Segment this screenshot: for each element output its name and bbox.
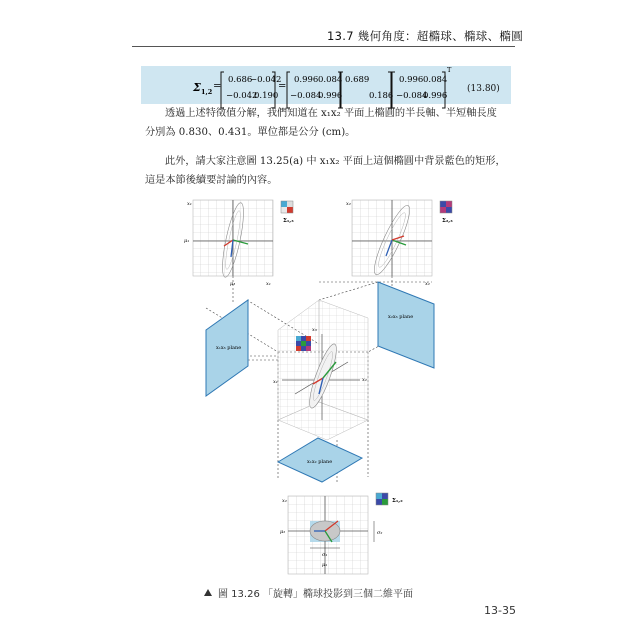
m2-b: 0.084 <box>318 75 343 85</box>
p2-line1: 此外，請大家注意圖 13.25(a) 中 x₁x₂ 平面上這個橢圓中背景藍色的矩形， <box>165 156 506 167</box>
panel-top-right <box>346 200 453 287</box>
figure-caption: 圖 13.26 「旋轉」橢球投影到三個二維平面 <box>218 589 413 600</box>
sigma-23-matrix-icon <box>440 201 452 213</box>
sigma-13-matrix-icon <box>281 201 293 213</box>
bottom-sigma2: σ₂ <box>377 530 383 536</box>
m2-c: −0.084 <box>290 91 322 101</box>
tl-bottom-left: μ₃ <box>230 281 236 287</box>
axis-label-x2: x₂ <box>362 377 367 383</box>
panel-bottom <box>280 493 403 574</box>
tl-side: μ₁ <box>184 238 190 244</box>
m2-a: 0.996 <box>294 75 319 85</box>
eq-lhs: Σ <box>193 81 201 94</box>
p1-line1: 透過上述特徵值分解，我們知道在 x₁x₂ 平面上橢圓的半長軸、半短軸長度 <box>165 108 497 119</box>
center-3d-view <box>273 300 368 440</box>
bottom-side: μ₂ <box>280 529 286 535</box>
running-header: 13.7 幾何角度：超橢球、橢球、橢圓 <box>327 29 523 43</box>
axis-label-x1: x₁ <box>273 379 278 385</box>
tr-axis-side: x₂ <box>425 281 430 287</box>
eq-lhs-sub: 1,2 <box>201 88 213 96</box>
m3-a: 0.996 <box>399 75 424 85</box>
tl-sigma: Σ₁,₃ <box>283 218 294 224</box>
tl-axis-top: x₁ <box>187 201 192 207</box>
tr-axis-top: x₂ <box>346 201 351 207</box>
right-plane-label: x₂x₃ plane <box>388 314 414 320</box>
axis-label-x3: x₃ <box>312 327 317 333</box>
plane-x2x3 <box>378 282 434 368</box>
equation-number: (13.80) <box>467 84 500 94</box>
eq-equals-2: = <box>278 81 287 92</box>
left-plane-label: x₁x₃ plane <box>216 345 242 351</box>
page-number: 13-35 <box>484 604 516 617</box>
p2-line2: 這是本節後續要討論的內容。 <box>145 175 278 186</box>
m1-d: 0.190 <box>254 91 279 101</box>
eq-transpose: T <box>447 66 452 74</box>
m1-a: 0.686 <box>228 75 253 85</box>
bottom-sigma: Σ₁,₂ <box>392 498 403 504</box>
m3-c: −0.084 <box>396 91 428 101</box>
caption-triangle-icon <box>204 589 212 596</box>
sigma-3x3-matrix-icon <box>296 336 311 351</box>
bottom-sigma1: σ₁ <box>322 552 328 558</box>
m1-c: −0.042 <box>226 91 258 101</box>
bottom-plane-label: x₁x₂ plane <box>307 459 333 465</box>
m1-b: −0.042 <box>250 75 282 85</box>
sigma-12-matrix-icon <box>376 493 388 505</box>
m3-b: 0.084 <box>423 75 448 85</box>
p1-line2: 分別為 0.830、0.431。單位都是公分 (cm)。 <box>145 127 356 138</box>
panel-top-left <box>184 200 294 287</box>
tl-bottom-right: x₁ <box>266 281 271 287</box>
bottom-mu1: μ₁ <box>322 562 328 568</box>
bottom-axis-top: x₂ <box>282 498 287 504</box>
eq-equals: = <box>213 81 222 92</box>
d-a: 0.689 <box>345 75 370 85</box>
m2-d: 0.996 <box>318 91 343 101</box>
d-b: 0.186 <box>369 91 394 101</box>
tr-sigma: Σ₂,₃ <box>442 218 453 224</box>
m3-d: 0.996 <box>423 91 448 101</box>
